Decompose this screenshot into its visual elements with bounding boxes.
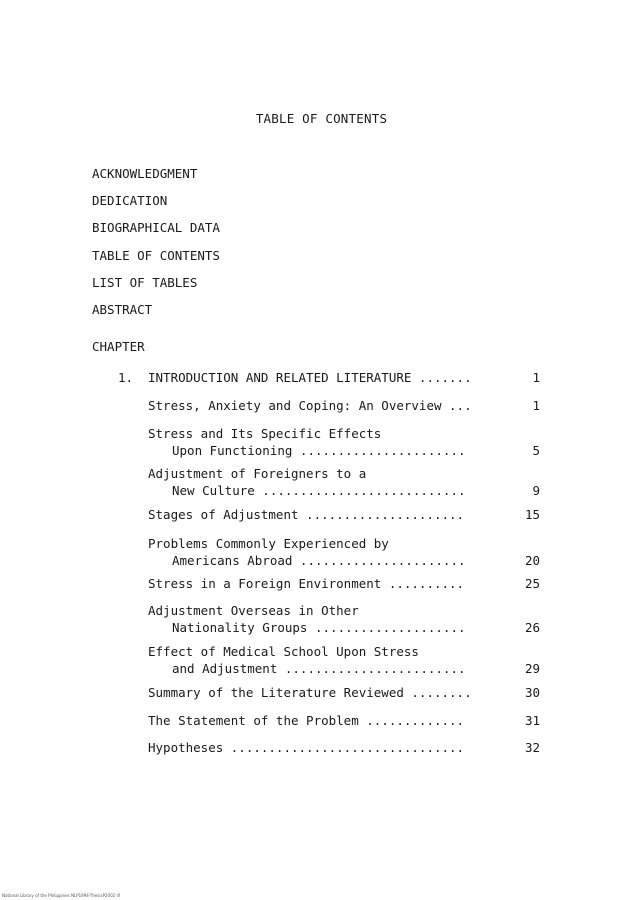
toc-entry-title: Summary of the Literature Reviewed ........ xyxy=(148,685,472,700)
toc-entry-page: 29 xyxy=(524,661,540,676)
front-matter-item: ACKNOWLEDGMENT xyxy=(92,166,198,181)
toc-entry-title: Effect of Medical School Upon Stress xyxy=(148,644,419,659)
toc-entry-title-cont: and Adjustment ........................ xyxy=(172,661,466,676)
toc-entry-title-cont: New Culture ........................... xyxy=(172,483,466,498)
front-matter-item: LIST OF TABLES xyxy=(92,274,198,290)
toc-entry xyxy=(148,602,558,636)
front-matter-list xyxy=(92,160,220,323)
toc-entry-title: Stress and Its Specific Effects xyxy=(148,426,382,441)
toc-entry xyxy=(148,575,558,592)
toc-entry-page: 26 xyxy=(524,620,540,635)
toc-entry-title: Stress, Anxiety and Coping: An Overview ... xyxy=(148,398,472,413)
front-matter-item: DEDICATION xyxy=(92,193,168,209)
toc-entry xyxy=(148,643,558,677)
toc-entry xyxy=(148,684,558,701)
toc-entry-title: Hypotheses ............................... xyxy=(148,740,465,755)
toc-entry-page: 31 xyxy=(524,713,540,728)
toc-entry xyxy=(148,397,558,414)
toc-entry-page: 25 xyxy=(524,576,540,591)
toc-entry-title-cont: Nationality Groups .................... xyxy=(172,620,466,635)
toc-entry-page: 5 xyxy=(532,443,540,458)
toc-entry xyxy=(148,506,558,523)
toc-entry-page: 9 xyxy=(532,483,540,498)
toc-entry-title: Stress in a Foreign Environment .......... xyxy=(148,576,465,591)
toc-entry-page: 1 xyxy=(532,398,540,413)
toc-entry-title-cont: Upon Functioning ...................... xyxy=(172,443,466,458)
toc-entry xyxy=(148,425,558,459)
toc-entry-title: Adjustment of Foreigners to a xyxy=(148,466,367,481)
toc-entry-page: 1 xyxy=(532,370,540,385)
page-title: TABLE OF CONTENTS xyxy=(255,111,388,126)
toc-entry xyxy=(148,535,558,569)
toc-entry-title: INTRODUCTION AND RELATED LITERATURE ....... xyxy=(148,370,472,385)
scan-footer: National Library of the Philippines NLP1994-ThesisP2002 lif xyxy=(2,893,121,898)
toc-entry-page: 30 xyxy=(524,685,540,700)
front-matter-item: BIOGRAPHICAL DATA xyxy=(92,220,220,236)
toc-entry-page: 20 xyxy=(524,553,540,568)
chapter-heading: CHAPTER xyxy=(92,339,145,354)
toc-entry xyxy=(148,712,558,729)
toc-entry-page: 32 xyxy=(524,740,540,755)
chapter-number: 1. xyxy=(118,370,134,385)
toc-entry-title-cont: Americans Abroad ...................... xyxy=(172,553,466,568)
toc-entry-title: The Statement of the Problem ............. xyxy=(148,713,465,728)
toc-entry-title: Stages of Adjustment ..................... xyxy=(148,507,465,522)
toc-entry xyxy=(148,739,558,756)
toc-entry xyxy=(148,465,558,499)
front-matter-item: TABLE OF CONTENTS xyxy=(92,247,220,263)
toc-entry-title: Problems Commonly Experienced by xyxy=(148,536,389,551)
toc-entry-page: 15 xyxy=(524,507,540,522)
front-matter-item: ABSTRACT xyxy=(92,301,153,317)
toc-entry xyxy=(148,369,558,386)
toc-entry-title: Adjustment Overseas in Other xyxy=(148,603,359,618)
